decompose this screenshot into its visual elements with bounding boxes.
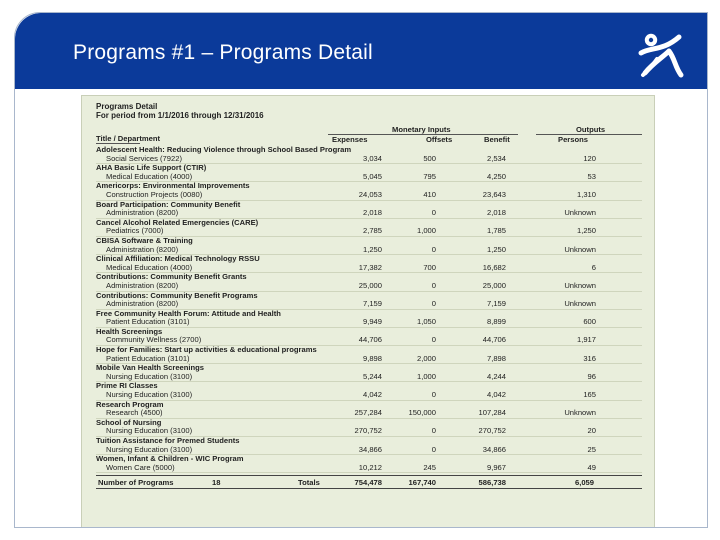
- program-detail-row: [96, 427, 642, 436]
- benefit-value: 7,898: [436, 355, 506, 364]
- offsets-value: 0: [382, 209, 436, 218]
- spacer: [596, 264, 642, 273]
- department: Medical Education (4000): [96, 264, 326, 273]
- totals-row: [96, 475, 642, 489]
- benefit-value: 4,244: [436, 373, 506, 382]
- persons-value: 600: [506, 318, 596, 327]
- program-title: Tuition Assistance for Premed Students: [96, 436, 240, 445]
- department: Social Services (7922): [96, 155, 326, 164]
- offsets-value: 1,050: [382, 318, 436, 327]
- persons-value: 120: [506, 155, 596, 164]
- spacer: [596, 427, 642, 436]
- benefit-value: 107,284: [436, 409, 506, 418]
- program-title: Adolescent Health: Reducing Violence through School Based Program: [96, 146, 352, 154]
- benefit-value: 270,752: [436, 427, 506, 436]
- spacer: [596, 155, 642, 164]
- spacer: [596, 246, 642, 255]
- total-expenses: 754,478: [354, 478, 382, 488]
- expenses-value: 257,284: [326, 409, 382, 418]
- program-title: Research Program: [96, 400, 164, 409]
- expenses-value: 34,866: [326, 446, 382, 455]
- program-title-row: [96, 291, 642, 300]
- program-title: Hope for Families: Start up activities & educational programs: [96, 345, 317, 355]
- program-detail-row: [96, 446, 642, 455]
- benefit-value: 4,042: [436, 391, 506, 400]
- spacer: [596, 318, 642, 327]
- expenses-value: 44,706: [326, 336, 382, 345]
- spacer: [596, 409, 642, 418]
- expenses-value: 2,018: [326, 209, 382, 218]
- expenses-value: 270,752: [326, 427, 382, 436]
- program-detail-row: [96, 464, 642, 473]
- persons-value: 53: [506, 173, 596, 182]
- spacer: [596, 300, 642, 309]
- program-title: AHA Basic Life Support (CTIR): [96, 163, 207, 173]
- outputs-rule: [536, 134, 642, 135]
- slide-title: Programs #1 – Programs Detail: [73, 41, 373, 64]
- spacer: [596, 446, 642, 455]
- expenses-value: 10,212: [326, 464, 382, 473]
- spacer: [596, 173, 642, 182]
- expenses-value: 9,949: [326, 318, 382, 327]
- expenses-value: 4,042: [326, 391, 382, 400]
- spacer: [596, 373, 642, 382]
- benefit-value: 1,785: [436, 227, 506, 236]
- spacer: [596, 227, 642, 236]
- program-detail-row: [96, 191, 642, 200]
- offsets-value: 500: [382, 155, 436, 164]
- number-of-programs-value: 18: [212, 478, 221, 488]
- program-title: CBISA Software & Training: [96, 236, 193, 245]
- program-title-row: [96, 364, 642, 373]
- persons-value: 316: [506, 355, 596, 364]
- department: Administration (8200): [96, 300, 326, 309]
- benefit-value: 23,643: [436, 191, 506, 200]
- program-detail-row: [96, 282, 642, 291]
- expenses-value: 1,250: [326, 246, 382, 255]
- offsets-value: 700: [382, 264, 436, 273]
- program-title: Mobile Van Health Screenings: [96, 363, 205, 373]
- offsets-value: 245: [382, 464, 436, 473]
- program-title: Board Participation: Community Benefit: [96, 200, 241, 209]
- programs-table: [96, 146, 642, 473]
- persons-value: 25: [506, 446, 596, 455]
- totals-label: Totals: [298, 478, 320, 488]
- spacer: [596, 464, 642, 473]
- program-detail-row: [96, 391, 642, 400]
- offsets-value: 0: [382, 282, 436, 291]
- offsets-value: 2,000: [382, 355, 436, 364]
- offsets-value: 410: [382, 191, 436, 200]
- department: Women Care (5000): [96, 464, 326, 473]
- offsets-value: 0: [382, 336, 436, 345]
- expenses-value: 9,898: [326, 355, 382, 364]
- expenses-value: 3,034: [326, 155, 382, 164]
- program-title-row: [96, 273, 642, 282]
- expenses-value: 5,045: [326, 173, 382, 182]
- benefit-value: 9,967: [436, 464, 506, 473]
- program-title: Prime RI Classes: [96, 381, 158, 391]
- program-title-row: [96, 164, 642, 173]
- program-detail-row: [96, 173, 642, 182]
- column-headers: [96, 124, 642, 146]
- spacer: [596, 191, 642, 200]
- program-title-row: [96, 327, 642, 336]
- col-persons: Persons: [558, 135, 588, 144]
- program-detail-row: [96, 409, 642, 418]
- expenses-value: 5,244: [326, 373, 382, 382]
- department: Patient Education (3101): [96, 355, 326, 364]
- program-title-row: [96, 400, 642, 409]
- persons-value: Unknown: [506, 282, 596, 291]
- department: Patient Education (3101): [96, 318, 326, 327]
- program-title-row: [96, 455, 642, 464]
- department: Nursing Education (3100): [96, 427, 326, 436]
- program-title-row: [96, 382, 642, 391]
- spacer: [596, 209, 642, 218]
- persons-value: 165: [506, 391, 596, 400]
- program-detail-row: [96, 209, 642, 218]
- persons-value: Unknown: [506, 409, 596, 418]
- benefit-value: 8,899: [436, 318, 506, 327]
- persons-value: 20: [506, 427, 596, 436]
- slide-header: [15, 13, 707, 89]
- department: Administration (8200): [96, 209, 326, 218]
- slide-frame: [14, 12, 708, 528]
- persons-value: 1,917: [506, 336, 596, 345]
- program-title: Americorps: Environmental Improvements: [96, 181, 250, 191]
- persons-value: 1,250: [506, 227, 596, 236]
- total-offsets: 167,740: [408, 478, 436, 488]
- department: Nursing Education (3100): [96, 446, 326, 455]
- offsets-value: 0: [382, 246, 436, 255]
- offsets-value: 0: [382, 427, 436, 436]
- program-title-row: [96, 255, 642, 264]
- persons-value: 96: [506, 373, 596, 382]
- department: Construction Projects (0080): [96, 191, 326, 200]
- total-persons: 6,059: [574, 478, 594, 488]
- program-detail-row: [96, 264, 642, 273]
- group-monetary-inputs: Monetary Inputs: [392, 125, 451, 134]
- expenses-value: 17,382: [326, 264, 382, 273]
- col-expenses: Expenses: [332, 135, 368, 144]
- benefit-value: 25,000: [436, 282, 506, 291]
- program-detail-row: [96, 227, 642, 236]
- program-detail-row: [96, 246, 642, 255]
- offsets-value: 0: [382, 300, 436, 309]
- title-rule: [96, 143, 140, 144]
- spacer: [596, 355, 642, 364]
- offsets-value: 1,000: [382, 373, 436, 382]
- program-detail-row: [96, 336, 642, 345]
- program-title: Contributions: Community Benefit Grants: [96, 272, 247, 282]
- program-title-row: [96, 200, 642, 209]
- benefit-value: 2,534: [436, 155, 506, 164]
- offsets-value: 795: [382, 173, 436, 182]
- persons-value: Unknown: [506, 209, 596, 218]
- offsets-value: 0: [382, 446, 436, 455]
- benefit-value: 7,159: [436, 300, 506, 309]
- offsets-value: 1,000: [382, 227, 436, 236]
- benefit-value: 2,018: [436, 209, 506, 218]
- program-title-row: [96, 146, 642, 155]
- persons-value: Unknown: [506, 246, 596, 255]
- number-of-programs-label: Number of Programs: [98, 478, 174, 488]
- expenses-value: 25,000: [326, 282, 382, 291]
- department: Research (4500): [96, 409, 326, 418]
- total-benefit: 586,738: [478, 478, 506, 488]
- group-outputs: Outputs: [576, 125, 606, 134]
- benefit-value: 1,250: [436, 246, 506, 255]
- program-title-row: [96, 309, 642, 318]
- department: Administration (8200): [96, 282, 326, 291]
- program-detail-row: [96, 155, 642, 164]
- spacer: [596, 282, 642, 291]
- program-title-row: [96, 346, 642, 355]
- persons-value: Unknown: [506, 300, 596, 309]
- program-title-row: [96, 418, 642, 427]
- expenses-value: 7,159: [326, 300, 382, 309]
- benefit-value: 16,682: [436, 264, 506, 273]
- offsets-value: 0: [382, 391, 436, 400]
- col-title-department: Title / Department: [96, 134, 160, 143]
- department: Administration (8200): [96, 246, 326, 255]
- offsets-value: 150,000: [382, 409, 436, 418]
- expenses-value: 2,785: [326, 227, 382, 236]
- department: Pediatrics (7000): [96, 227, 326, 236]
- report-period: For period from 1/1/2016 through 12/31/2016: [96, 111, 264, 120]
- persons-value: 6: [506, 264, 596, 273]
- program-title-row: [96, 236, 642, 245]
- program-title-row: [96, 437, 642, 446]
- program-title-row: [96, 218, 642, 227]
- department: Nursing Education (3100): [96, 391, 326, 400]
- program-title: Clinical Affiliation: Medical Technology RSSU: [96, 254, 260, 264]
- benefit-value: 44,706: [436, 336, 506, 345]
- report-heading: Programs Detail: [96, 102, 158, 111]
- spacer: [596, 336, 642, 345]
- persons-value: 49: [506, 464, 596, 473]
- spacer: [596, 391, 642, 400]
- program-title: Women, Infant & Children - WIC Program: [96, 454, 244, 464]
- department: Nursing Education (3100): [96, 373, 326, 382]
- program-title: Cancel Alcohol Related Emergencies (CARE): [96, 218, 259, 227]
- department: Community Wellness (2700): [96, 336, 326, 345]
- col-offsets: Offsets: [426, 135, 453, 144]
- program-detail-row: [96, 355, 642, 364]
- department: Medical Education (4000): [96, 173, 326, 182]
- stylized-figure-logo-icon: [635, 29, 687, 81]
- program-detail-row: [96, 373, 642, 382]
- expenses-value: 24,053: [326, 191, 382, 200]
- program-title: Health Screenings: [96, 327, 163, 336]
- program-title: Contributions: Community Benefit Programs: [96, 291, 258, 300]
- persons-value: 1,310: [506, 191, 596, 200]
- programs-detail-report: [81, 95, 655, 528]
- program-title: School of Nursing: [96, 418, 162, 427]
- program-title-row: [96, 182, 642, 191]
- col-benefit: Benefit: [484, 135, 510, 144]
- benefit-value: 34,866: [436, 446, 506, 455]
- program-detail-row: [96, 318, 642, 327]
- program-detail-row: [96, 300, 642, 309]
- benefit-value: 4,250: [436, 173, 506, 182]
- program-title: Free Community Health Forum: Attitude and Health: [96, 309, 281, 318]
